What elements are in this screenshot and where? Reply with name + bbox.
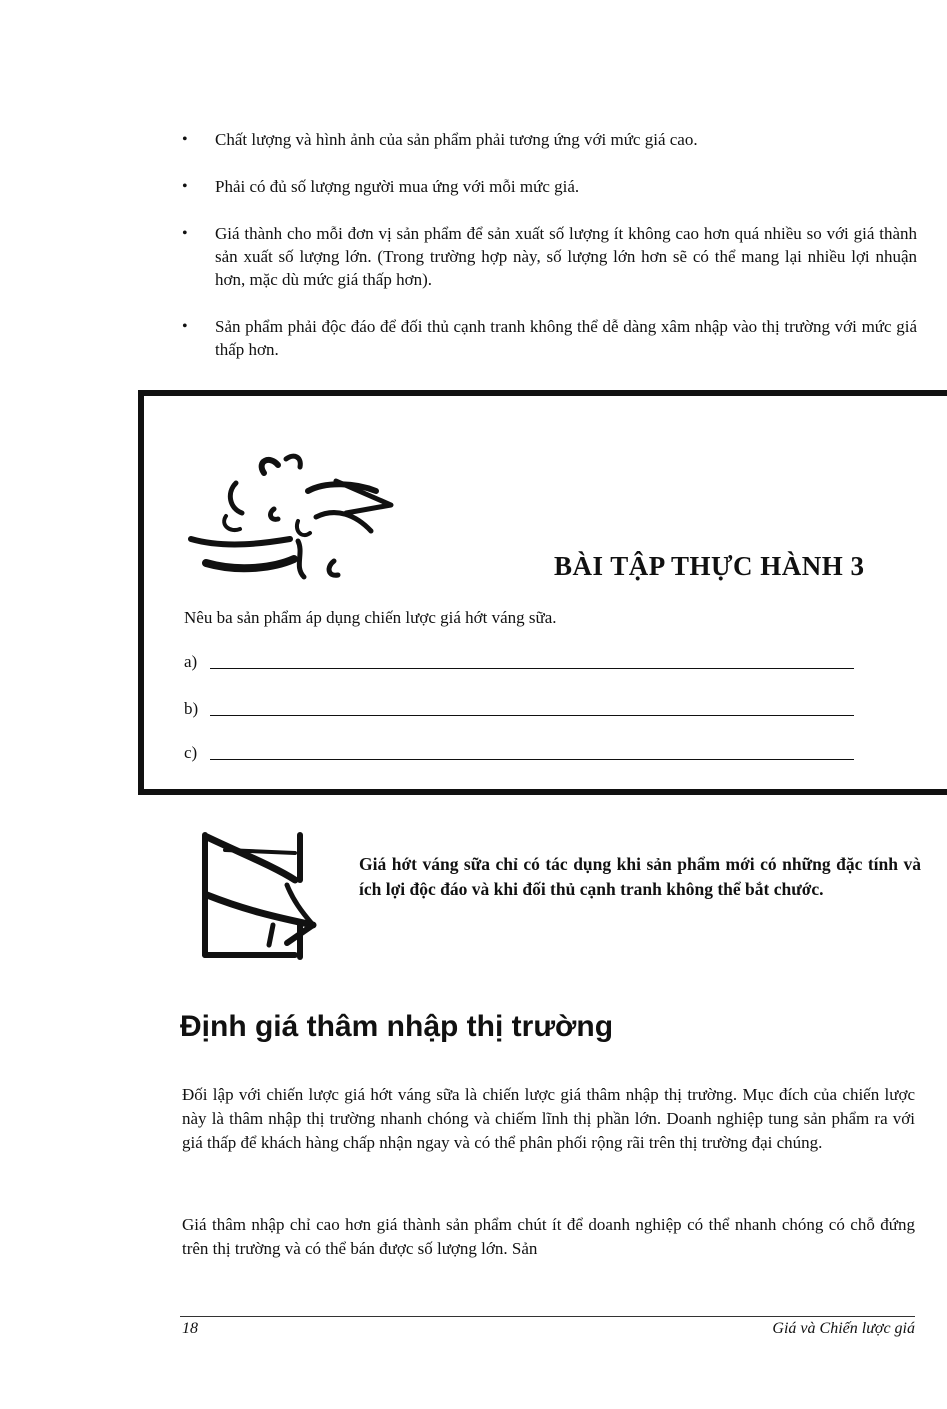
bullet-item: • Giá thành cho mỗi đơn vị sản phẩm để sản xuất số lượng ít không cao hơn quá nhiều so với giá thành sản xuất số lượng lớn. (Trong trường hợp này, số lượng lớn hơn sẽ có thể mang lại nhiều lợi nhuận hơn, mặc dù mức giá thấp hơn). <box>182 222 917 291</box>
answer-blank <box>210 715 854 716</box>
book-title: Giá và Chiến lược giá <box>772 1320 915 1337</box>
arrow-note-icon <box>195 825 325 965</box>
brush-flower-icon <box>186 421 416 586</box>
note-text: Giá hớt váng sữa chỉ có tác dụng khi sản phẩm mới có những đặc tính và ích lợi độc đáo và khi đối thủ cạnh tranh không thể bắt chước. <box>359 854 921 899</box>
paragraph: Đối lập với chiến lược giá hớt váng sữa là chiến lược giá thâm nhập thị trường. Mục đích của chiến lược này là thâm nhập thị trường nhanh chóng và chiếm lĩnh thị phần lớn. Doanh nghiệp tung sản phẩm ra với giá thấp để khách hàng chấp nhận ngay và có thể phân phối rộng rãi trên thị trường đại chúng. <box>182 1085 915 1152</box>
answer-line-c <box>184 743 854 763</box>
answer-blank <box>210 668 854 669</box>
exercise-title: BÀI TẬP THỰC HÀNH 3 <box>554 551 865 581</box>
answer-line-b <box>184 699 854 719</box>
answer-line-a <box>184 652 854 672</box>
bullet-item: • Phải có đủ số lượng người mua ứng với mỗi mức giá. <box>182 175 917 198</box>
bullet-list <box>182 128 917 385</box>
exercise-box <box>138 390 947 795</box>
answer-label: a) <box>184 652 198 671</box>
exercise-question: Nêu ba sản phẩm áp dụng chiến lược giá hớt váng sữa. <box>184 608 557 627</box>
bullet-item: • Sản phẩm phải độc đáo để đối thủ cạnh tranh không thể dễ dàng xâm nhập vào thị trường với mức giá thấp hơn. <box>182 315 917 361</box>
answer-label: c) <box>184 743 198 762</box>
paragraph: Giá thâm nhập chỉ cao hơn giá thành sản phẩm chút ít để doanh nghiệp có thể nhanh chóng có chỗ đứng trên thị trường và có thể bán được số lượng lớn. Sản <box>182 1215 915 1258</box>
page-number: 18 <box>182 1320 198 1337</box>
answer-label: b) <box>184 699 199 718</box>
answer-blank <box>210 759 854 760</box>
section-heading: Định giá thâm nhập thị trường <box>180 1010 614 1043</box>
footer-rule <box>180 1316 915 1317</box>
bullet-item: • Chất lượng và hình ảnh của sản phẩm phải tương ứng với mức giá cao. <box>182 128 917 151</box>
